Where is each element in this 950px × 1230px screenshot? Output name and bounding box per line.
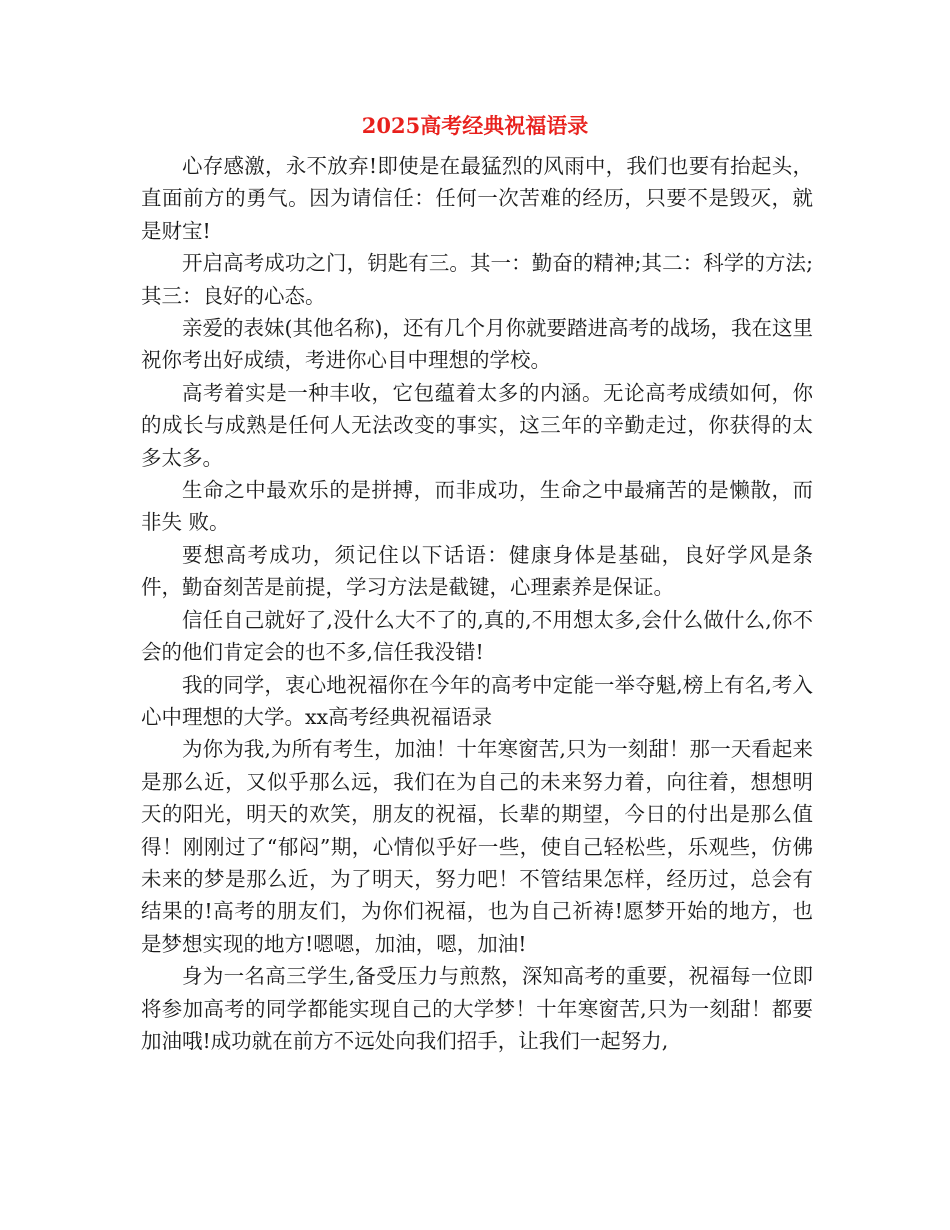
- document-title: 2025高考经典祝福语录: [361, 113, 589, 138]
- paragraph: 心存感激，永不放弃!即使是在最猛烈的风雨中，我们也要有抬起头，直面前方的勇气。因为请信任：任何一次苦难的经历，只要不是毁灭，就是财宝!: [141, 154, 813, 243]
- document-body: [141, 150, 813, 1057]
- paragraph: 为你为我,为所有考生，加油！十年寒窗苦,只为一刻甜！那一天看起来是那么近，又似乎那么远，我们在为自己的未来努力着，向往着，想想明天的阳光，明天的欢笑，朋友的祝福，长辈的期望，今日的付出是那么值得！刚刚过了“郁闷”期，心情似乎好一些，使自己轻松些，乐观些，仿佛未来的梦是那么近，为了明天，努力吧！不管结果怎样，经历过，总会有结果的!高考的朋友们，为你们祝福，也为自己祈祷!愿梦开始的地方，也是梦想实现的地方!嗯嗯，加油，嗯，加油!: [141, 737, 813, 956]
- paragraph: 信任自己就好了,没什么大不了的,真的,不用想太多,会什么做什么,你不会的他们肯定会的也不多,信任我没错!: [141, 607, 813, 665]
- paragraph: 身为一名高三学生,备受压力与煎熬，深知高考的重要，祝福每一位即将参加高考的同学都能实现自己的大学梦！十年寒窗苦,只为一刻甜！都要加油哦!成功就在前方不远处向我们招手，让我们一起努力,: [141, 964, 813, 1053]
- paragraph: 生命之中最欢乐的是拼搏，而非成功，生命之中最痛苦的是懒散，而非失 败。: [141, 478, 813, 535]
- paragraph: 高考着实是一种丰收，它包蕴着太多的内涵。无论高考成绩如何，你的成长与成熟是任何人无法改变的事实，这三年的辛勤走过，你获得的太多太多。: [141, 380, 813, 470]
- paragraph: 要想高考成功，须记住以下话语：健康身体是基础，良好学风是条件，勤奋刻苦是前提，学习方法是截键，心理素养是保证。: [141, 542, 813, 600]
- paragraph: 我的同学，衷心地祝福你在今年的高考中定能一举夺魁,榜上有名,考入心中理想的大学。xx高考经典祝福语录: [141, 672, 813, 729]
- paragraph: 亲爱的表妹(其他名称)，还有几个月你就要踏进高考的战场，我在这里祝你考出好成绩，考进你心目中理想的学校。: [141, 316, 813, 373]
- paragraph: 开启高考成功之门，钥匙有三。其一：勤奋的精神;其二：科学的方法;其三：良好的心态。: [141, 251, 813, 308]
